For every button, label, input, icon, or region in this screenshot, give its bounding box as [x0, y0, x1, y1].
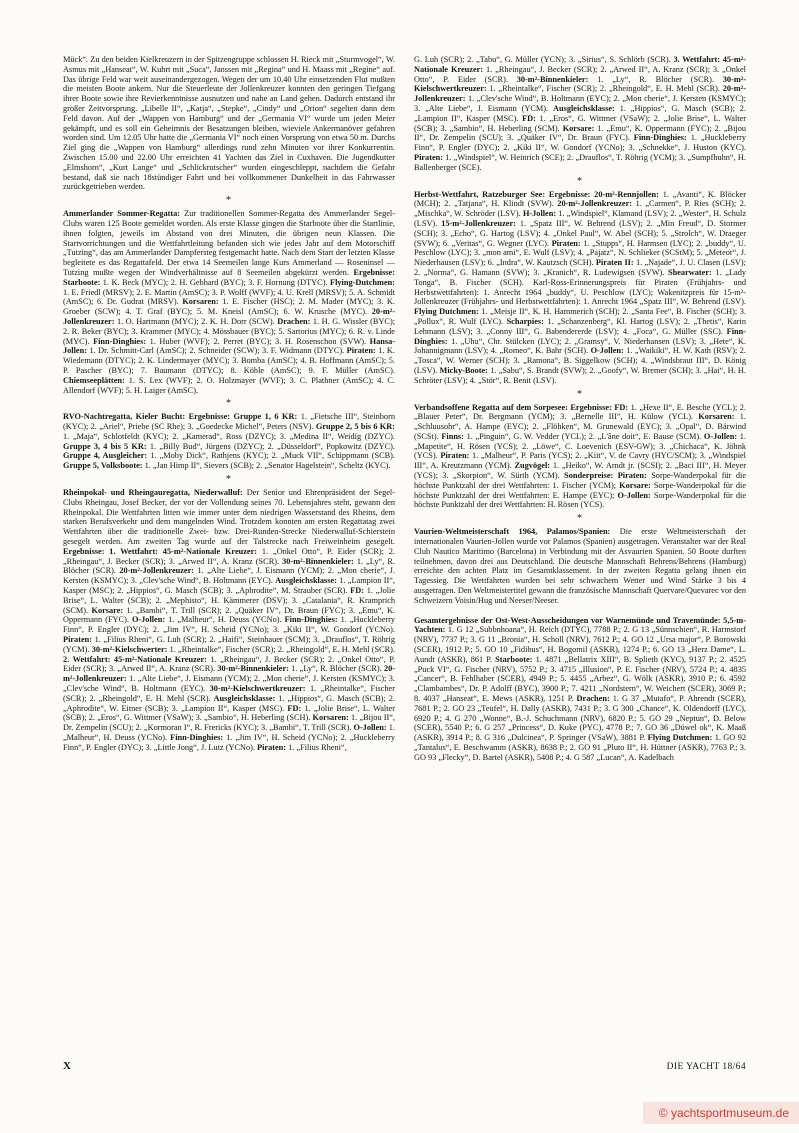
- page-footer: [63, 1060, 746, 1072]
- article-continuation-elbe-regatta: Mück“. Zu den beiden Kielkreuzern in der Spitzengruppe schlossen H. Rieck mit „Sturmvogel“, W. Asmus mit „Hanseat“, W. Kuhrt mit „Suca“, Janssen mit „Regina“ und H. Maass mit „Regine“ auf. Das übrige Feld war weit auseinandergezogen. Wegen der um 10.40 Uhr einsetzenden Flut mußten die meisten Boote ankern. Nur die Steuerleute der Jollenkreuzer konnten den geringen Tiefgang ihrer Boote sowie ihre Revierkenntnisse ausnutzen und nahe an Land gehen. Dadurch entstand ihr großer Zeitvorsprung. „Libelle II“, „Katja“, „Stepke“, „Cindy“ und „Orion“ segelten dann dem Feld davon. Auf der „Wappen von Hamburg“ und der „Germania VI“ wurde um jeden Meter gekämpft, und es soll ein Geheimnis der Besatzungen bleiben, wieviele Ankermanöver gefahren worden sind. Um 12.05 Uhr hatte die „Germania VI“ noch einen Vorsprung von etwa 50 m. Durchs Ziel ging die „Wappen von Hamburg“ allerdings rund zehn Minuten vor ihrer Konkurrentin. Zwischen 15.00 und 22.00 Uhr erreichten 41 Yachten das Ziel in Cuxhaven. Die Jugendkutter „Elmshorn“, „Kurt Lange“ und „Schlickrutscher“ wurden eingeschleppt, nachdem die Gefahr bestand, daß sie nach 18stündiger Fahrt und bei vollkommener Dunkelheit in das Fahrwasser zurückgetrieben werden.: [63, 55, 395, 192]
- section-rheinpokal-continuation: G. Luh (SCR); 2. „Tabu“, G. Müller (YCN); 3. „Sirius“, S. Schlörb (SCR). 3. Wettfahrt: 45-m²-Nationale Kreuzer: 1. „Rheingau“, J. Becker (SCR); 2. „Arwed II“, A. Kranz (SCR); 3. „Onkel Otto“, P. Eider (SCR). 30-m²-Binnenkieler: 1. „Ly“, R. Blöcher (SCR). 30-m²-Kielschwertkreuzer: 1. „Rheintalke“, Fischer (SCR); 2. „Rheingold“, E. H. Mehl (SCR). 20-m²-Jollenkreuzer: 1. „Clev'sche Wind“, B. Holtmann (EYC); 2. „Mon cherie“, J. Kersten (KSMYC); 3. „Alte Liebe“, J. Eismann (YCM). Ausgleichsklasse: 1. „Hippios“, G. Masch (SCB); 2. „Lampion II“, Kasper (MSC). FD: 1. „Eros“, G. Wittmer (VSaW); 2. „Jolie Brise“, L. Walter (SCB); 3. „Sambio“, H. Heberling (SCM). Korsare: 1. „Emu“, K. Oppermann (FYC); 2. „Bijou II“, Dr. Zempelin (SCU); 3. „Quäker IV“, Dr. Braun (FYC). Finn-Dinghies: 1. „Huckleberry Finn“, P. Engler (DYC); 2. „Kiki II“, W. Gondorf (YCNo); 3. „Schnekke“, J. Huston (KYC). Piraten: 1. „Windspiel“, W. Heinrich (SCE); 2. „Drauflos“, T. Röhrig (YCM); 3. „Sumpfhuhn“, H. Ballenberger (SCE).: [414, 55, 746, 172]
- section-herbst-wettfahrt-ratzeburger-see: Herbst-Wettfahrt, Ratzeburger See: Ergebnisse: 20-m²-Rennjollen: 1. „Avanti“, K. Blöcker (MCH); 2. „Tatjana“, H. Klindt (SVW). 20-m²-Jollenkreuzer: 1. „Carmen“, P. Ries (SCH); 2. „Mischka“, W. Schröder (LSV). H-Jollen: 1. „Windspiel“, Klamand (LSV); 2. „Wester“, H. Schulz (LSV). 15-m²-Jollenkreuzer: 1. „Spatz III“, W. Behrend (LSV); 2. „Min Freud“, D. Stormer (SCH); 3. „Echo“, G. Hartog (LSV); 4. „Onkel Paul“, W. Abel (SCH); 5. „Strolch“, W. Draeger (SVW); 6. „Veritas“, G. Wegner (LYC). Piraten: 1. „Stupps“, H. Harmsen (LYC); 2. „buddy“, U. Peschlow (LYC); 3. „mon ami“, E. Wulf (LSV); 4. „Pajatz“, N. Schlieker (SCStM); 5. „Meteor“, J. Niederhausen (LSV); 6. „Indra“, W. Kautzsch (SCH). Piraten II: 1. „Najade“, J. U. Clasen (LSV); 2. „Norma“, G. Hamann (SVW); 3. „Kranich“, R. Ludewigsen (SVW). Shearwater: 1. „Lady Tonga“, B. Fischer (SCH). Karl-Ross-Erinnerungspreis für Piraten (Frühjahrs- und Herbstwettfahrten): 1. Anrecht 1964 „buddy“, U. Peschlow (LYC); Wakenitzpreis für 15-m²-Jollenkreuzer (Frühjahrs- und Herbstwettfahrten): 1. Anrecht 1964 „Spatz III“, W. Behrend (LSV). Flying Dutchmen: 1. „Meisje II“, K. H. Hammerich (SCH); 2. „Santa Fee“, B. Fischer (SCH); 3. „Pollux“, R. Wulf (LYC). Scharpies: 1. „Schanzenberg“, Kl. Hartog (LSV); 2. „Thetis“, Karin Lehmann (LSV); 3. „Conny III“, G. Babendererde (LSV); 4. „Foca“, G. Müller (SSC). Finn-Dinghies: 1. „Uhu“, Chr. Stülcken (LYC); 2. „Gramsy“, V. Niederhansen (LSV); 3. „Hete“, K. Johannigmann (LSV); 4. „Romeo“, K. Bahr (SCH). O-Jollen: 1. „Waikiki“, H. W. Kath (RSV); 2. „Tosca“, W. Werner (SCH); 3. „Ramona“, B. Siggelkow (SCH); 4. „Windsbraut III“, D. König (LSV). Micky-Boote: 1. „Sabu“, S. Brandt (SVW); 2. „Goofy“, W. Bremer (SCH); 3. „Hai“, H. H. Schröter (LSV); 4. „Stör“, R. Benit (LSV).: [414, 189, 746, 385]
- section-rvo-nachtregatta-kieler-bucht: RVO-Nachtregatta, Kieler Bucht: Ergebnisse: Gruppe 1, 6 KR: 1. „Fietsche III“, Steinborn (KYC); 2. „Ariel“, Priebe (SC Rhe); 3. „Goedecke Michel“, Peters (NSV). Gruppe 2, 5 bis 6 KR: 1. „Maja“, Schlotfeldt (KYC); 2. „Kamerad“, Ross (DZYC); 3. „Medina II“, Weidig (DZYC). Gruppe 3, 4 bis 5 KR: 1. „Billy Bud“, Jürgens (DZYC); 2. „Düsseldorf“, Popkowitz (DZYC). Gruppe 4, Ausgleicher: 1. „Moby Dick“, Rathjens (KYC); 2. „Muck VII“, Schippmann (SCB). Gruppe 5, Volksboote: 1. „Jan Himp II“, Sievers (SCB); 2. „Senator Hagelstein“, Scheltz (KYC).: [63, 412, 395, 471]
- text-columns: [63, 55, 746, 1055]
- section-vaurien-weltmeisterschaft: Vaurien-Weltmeisterschaft 1964, Palamos/Spanien: Die erste Weltmeisterschaft der internationalen Vaurien-Jollen wurde vor Palamos (Spanien) ausgetragen. Veranstalter war der Real Club Nautico Maritimo (Barcelona) in Verbindung mit der Asvaurien Spanien. 50 Boote durften teilnehmen, davon drei aus Deutschland. Die deutsche Mannschaft Behrens/Behrens (Hamburg) erreichte den achten Platz im Gesamtklassement. In der zweiten Regatta gelang ihnen ein Tagessieg. Die Wettfahrten wurden bei sehr schwachem Wetter und Wind Stärke 3 bis 4 ausgetragen. Den Weltmeistertitel gewann die französische Mannschaft Quervare/Quevarec vor den Schweizern Voisin/Hug und Neeser/Neeser.: [414, 527, 746, 605]
- section-separator: *: [226, 195, 232, 207]
- right-column: [414, 55, 746, 1055]
- section-rheinpokal-rheingauregatta: Rheinpokal- und Rheingauregatta, Niederwalluf: Der Senior und Ehrenpräsident der Segel-Clubs Rheingau, Josef Becker, der vor der Vollendung seines 70. Lebensjahres steht, gewann den Rheinpokal. Die Wettfahrten litten wie immer unter dem niedrigen Wasserstand des Rheins, dem starken Berufsverkehr und dem mangelnden Wind. Trotzdem konnten am ersten Regattatag zwei Wettfahrten über die traditionelle Zwei- bzw. Drei-Runden-Strecke Niederwalluf-Schierstein gesegelt werden. Am zweiten Tag wurde auf der Talstrecke nach Freiweinheim gesegelt. Ergebnisse: 1. Wettfahrt: 45-m²-Nationale Kreuzer: 1. „Onkel Otto“, P. Eider (SCR); 2. „Rheingau“, J. Becker (SCR); 3. „Arwed II“, A. Kranz (SCR). 30-m²-Binnenkieler: 1. „Ly“, R. Blöcher (SCR). 20-m²-Jollenkreuzer: 1. „Alte Liebe“, J. Eismann (YCM); 2. „Mon cherie“, J. Kersten (KSMYC); 3. „Clev'sche Wind“, B. Holtmann (EYC). Ausgleichsklasse: 1. „Lampion II“, Kasper (MSC); 2. „Hippios“, G. Masch (SCB); 3. „Aphrodite“, M. Strauber (SCR). FD: 1. „Jolie Brise“, L. Walter (SCB); 2. „Mephisto“, H. Kämmerer (DSV); 3. „Catalania“, R. Kramprich (SCM). Korsare: 1. „Bambi“, T. Trill (SCR); 2. „Quäker IV“, Dr. Braun (FYC); 3. „Emu“, K. Oppermann (FYC). O-Jollen: 1. „Malheur“, H. Deuss (YCNo). Finn-Dinghies: 1. „Huckleberry Finn“, P. Engler (DYC); 2. „Jim IV“, H. Scheid (YCNo); 3. „Kiki II“, W. Gondorf (YCNo). Piraten: 1. „Filius Rheni“, G. Luh (SCR); 2. „Haifi“, Steinhauer (SCM); 3. „Drauflos“, T. Röhrig (YCM). 30-m²-Kielschwerter: 1. „Rheintalke“, Fischer (SCR); 2. „Rheingold“, E. H. Mehl (SCR). 2. Wettfahrt: 45-m²-Nationale Kreuzer: 1. „Rheingau“, J. Becker (SCR); 2. „Onkel Otto“, P. Eider (SCR); 3. „Arwed II“, A. Kranz (SCR). 30-m²-Binnenkieler: 1. „Ly“, R. Blöcher (SCR). 20-m²-Jollenkreuzer: 1. „Alte Liebe“, J. Eismann (YCM); 2. „Mon cherie“, J. Kersten (KSMYC); 3. „Clev'sche Wind“, B. Holtmann (EYC). 30-m²-Kielschwertkreuzer: 1. „Rheintalke“, Fischer (SCR); 2. „Rheingold“, E. H. Mehl (SCR). Ausgleichsklasse: 1. „Hippios“, G. Masch (SCB); 2. „Aphrodite“, W. Eitner (SCB); 3. „Lampion II“, Kasper (MSC). FD: 1. „Jolie Brise“, L. Walter (SCB); 2. „Eros“, G. Wittmer (VSaW); 3. „Sambio“, H. Heberling (SCH). Korsaren: 1. „Bijou II“, Dr. Zempelin (SCU); 2. „Kormoran I“, R. Frericks (KYC); 3. „Bambi“, T. Trill (SCR). O-Jollen: 1. „Malheur“, H. Deuss (YCNo). Finn-Dinghies: 1. „Jim IV“, H. Scheid (YCNo); 2. „Huckleberry Finn“, P. Engler (DYC); 3. „Little Jong“, J. Lutz (YCNo). Piraten: 1. „Filius Rheni“,: [63, 488, 395, 752]
- section-gesamtergebnisse-ost-west: Gesamtergebnisse der Ost-West-Ausscheidungen vor Warnemünde und Travemünde: 5,5-m-Yachten: 1. G 12 „Subbnhoana“, H. Reich (DTYC), 7788 P.; 2. G 13 „Sünnschien“, R. Harmstorf (NRV), 7737 P.; 3. G 11 „Bronia“, H. Scholl (NRV), 7612 P.; 4. GO 12 „Ursa major“, P. Borowski (SCER), 1912 P.; 5. GO 10 „Fidibus“, H. Bogomil (ASKR), 1274 P.; 6. GO 13 „Herz Dame“, L. Aundt (ASKR), 861 P. Starboote: 1. 4871 „Bellatrix XIII“, B. Splieth (KYC), 9137 P.; 2. 4525 „Puck VI“, G. Fischer (NRV), 5752 P.; 3. 4715 „Illusion“, P. E. Fischer (NRV), 5724 P.; 4. 4835 „Cancer“, B. Fehlhaber (SCER), 4949 P.; 5. 4455 „Arbez“, G. Wölk (ASKR), 3910 P.; 6. 4592 „Clambambes“, Dr. P. Adolff (BYC), 3900 P.; 7. 4211 „Nordstern“, W. Weichert (SCER), 3069 P.; 8. 4037 „Hanseat“, E. Mews (ASKR), 1251 P. Drachen: 1. G 37 „Mutafo“, P. Ahrendt (SCER), 7681 P.; 2. GO 23 „Teufel“, H. Dally (ASKR), 7431 P.; 3. G 300 „Chance“, K. Oldendorff (LYC), 6920 P.; 4. G 270 „Wonne“, B.-J. Schuchmann (NRV), 6820 P.; 5. GO 29 „Neptun“, D. Below (SCER), 5540 P.; 6. G 257 „Princess“, D. Kuke (PYC), 4778 P.; 7. GO 36 „Düwel ok“, K. Maaß (ASKR), 3914 P.; 8. G 316 „Dulcinea“, P. Springer (VSaW), 3881 P. Flying Dutchmen: 1. GO 92 „Tantalus“, E. Beschwamm (ASKR), 8638 P.; 2. GO 91 „Pluto II“, H. Hüttner (ASKR), 7763 P.; 3. GO 93 „Flecky“, D. Bartel (ASKR), 5408 P.; 4. G 587 „Lucan“, A. Kadelbach: [414, 615, 746, 762]
- section-separator: *: [226, 474, 232, 486]
- left-column: [63, 55, 395, 1055]
- section-separator: *: [226, 398, 232, 410]
- yachtsportmuseum-watermark: © yachtsportmuseum.de: [643, 1102, 799, 1124]
- page-number: X: [63, 1060, 71, 1072]
- section-separator: *: [577, 513, 583, 525]
- section-verbandsoffene-regatta-sorpesee: Verbandsoffene Regatta auf dem Sorpesee: Ergebnisse: FD: 1. „Hexe II“, E. Besche (YCL); 2. „Blauer Peter“, Dr. Bergmann (YCM); 3. „Bernelle III“, H. Külow (YCL). Korsaren: 1. „Schluusohr“, A. Hampe (EYC); 2. „Flöhken“, M. Grunewald (EYC); 3. „Opal“, D. Bärwind (SCSt). Finns: 1. „Pinguin“, G. W. Vedder (YCL); 2. „L'âne doit“, E. Bause (SCM). O-Jollen: 1. „Mapetite“, H. Rösen (YCS); 2. „Löwe“, C. Loevenich (ESV-GW); 3. „Chichaca“, K. Jöhnk (YCS). Piraten: 1. „Malheur“, P. Paris (YCS); 2. „Kiit“, V. de Cavry (HYC/SCM); 3. „Windspiel III“, A. Kreutzmann (YCM). Zugvögel: 1. „Heiko“, W. Arndt jr. (SCSI); 2. „Baci III“, H. Meyer (YCS); 3. „Skorpion“, W. Sürth (YCM). Sonderpreise: Piraten: Sorpe-Wanderpokal für die höchste Punktzahl der drei Wettfahrten: 1. Fischer (YCM); Korsare: Sorpe-Wanderpokal für die höchste Punktzahl der drei Wettfahrten: E. Hampe (EYC); O-Jollen: Sorpe-Wanderpokal für die höchste Punktzahl der drei Wettfahrten: H. Rösen (YCS).: [414, 402, 746, 510]
- section-separator: *: [577, 175, 583, 187]
- section-ammerlander-sommer-regatta: Ammerlander Sommer-Regatta: Zur traditionellen Sommer-Regatta des Ammerlander Segel-Clubs waren 125 Boote gemeldet worden. Als erste Klasse gingen die Starboote über die Startlinie, ihnen folgten, jeweils im Abstand von drei Minuten, die übrigen neun Klassen. Die Startvorrichtungen und die Wettfahrtleitung befanden sich wie jedes Jahr auf dem Motorschiff „Tutzing“, das am Ammerlander Dampfersteg festgemacht hatte. Nach dem Start der letzten Klasse begleitete es das Regattafeld. Der etwa 14 Seemeilen lange Kurs Ammerland — Roseninsel — Tutzing mußte wegen der Windverhältnisse auf 8 Seemeilen abgekürzt werden. Ergebnisse: Starboote: 1. K. Beck (MYC); 2. H. Gebhard (BYC); 3. F. Hornung (DTYC). Flying-Dutchmen: 1. E. Friedl (MRSV); 2. E. Martin (AmSC); 3. P. Wolff (WVF); 4. U. Krell (MRSV); 5. A. Schmidt (AmSC); 6. Dr. Gudrat (MRSV). Korsaren: 1. E. Fischer (HSC); 2. M. Mader (MYC); 3. K. Groeber (SCW); 4. T. Graf (BYC); 5. M. Kneisl (AmSC); 6. W. Krusche (MYC). 20-m²-Jollenkreuzer: 1. O. Hartmann (MYC); 2. K. H. Dorr (SCW). Drachen: 1. H. G. Wissler (BYC); 2. R. Beker (BYC); 3. Krammer (MYC); 4. Mössbauer (BYC); 5. Sartorius (MYC); 6. R. v. Linde (MYC). Finn-Dinghies: 1. Huber (WVF); 2. Perret (BYC); 3. H. Rosenschon (SVW). Hansa-Jollen: 1. Dr. Schmitt-Carl (AmSC); 2. Schneider (SCW); 3. F. Widmann (DTYC). Piraten: 1. K. Wiedemann (DTYC); 2. K. Lindermayer (MYC); 3. Bomba (AmSC); 4. B. Hoffmann (AmSC); 5. P. Pascher (BYC); 7. Baumann (DTYC); 8. Köhle (AmSC); 9. F. Müller (AmSC). Chiemseeplätten: 1. S. Lex (WVF); 2. O. Holzmayer (WVF); 3. C. Plathner (AmSC); 4. C. Allendorf (WVF); 5. H. Laiger (AmSC).: [63, 209, 395, 395]
- section-separator: *: [577, 388, 583, 400]
- magazine-issue-label: DIE YACHT 18/64: [666, 1062, 746, 1072]
